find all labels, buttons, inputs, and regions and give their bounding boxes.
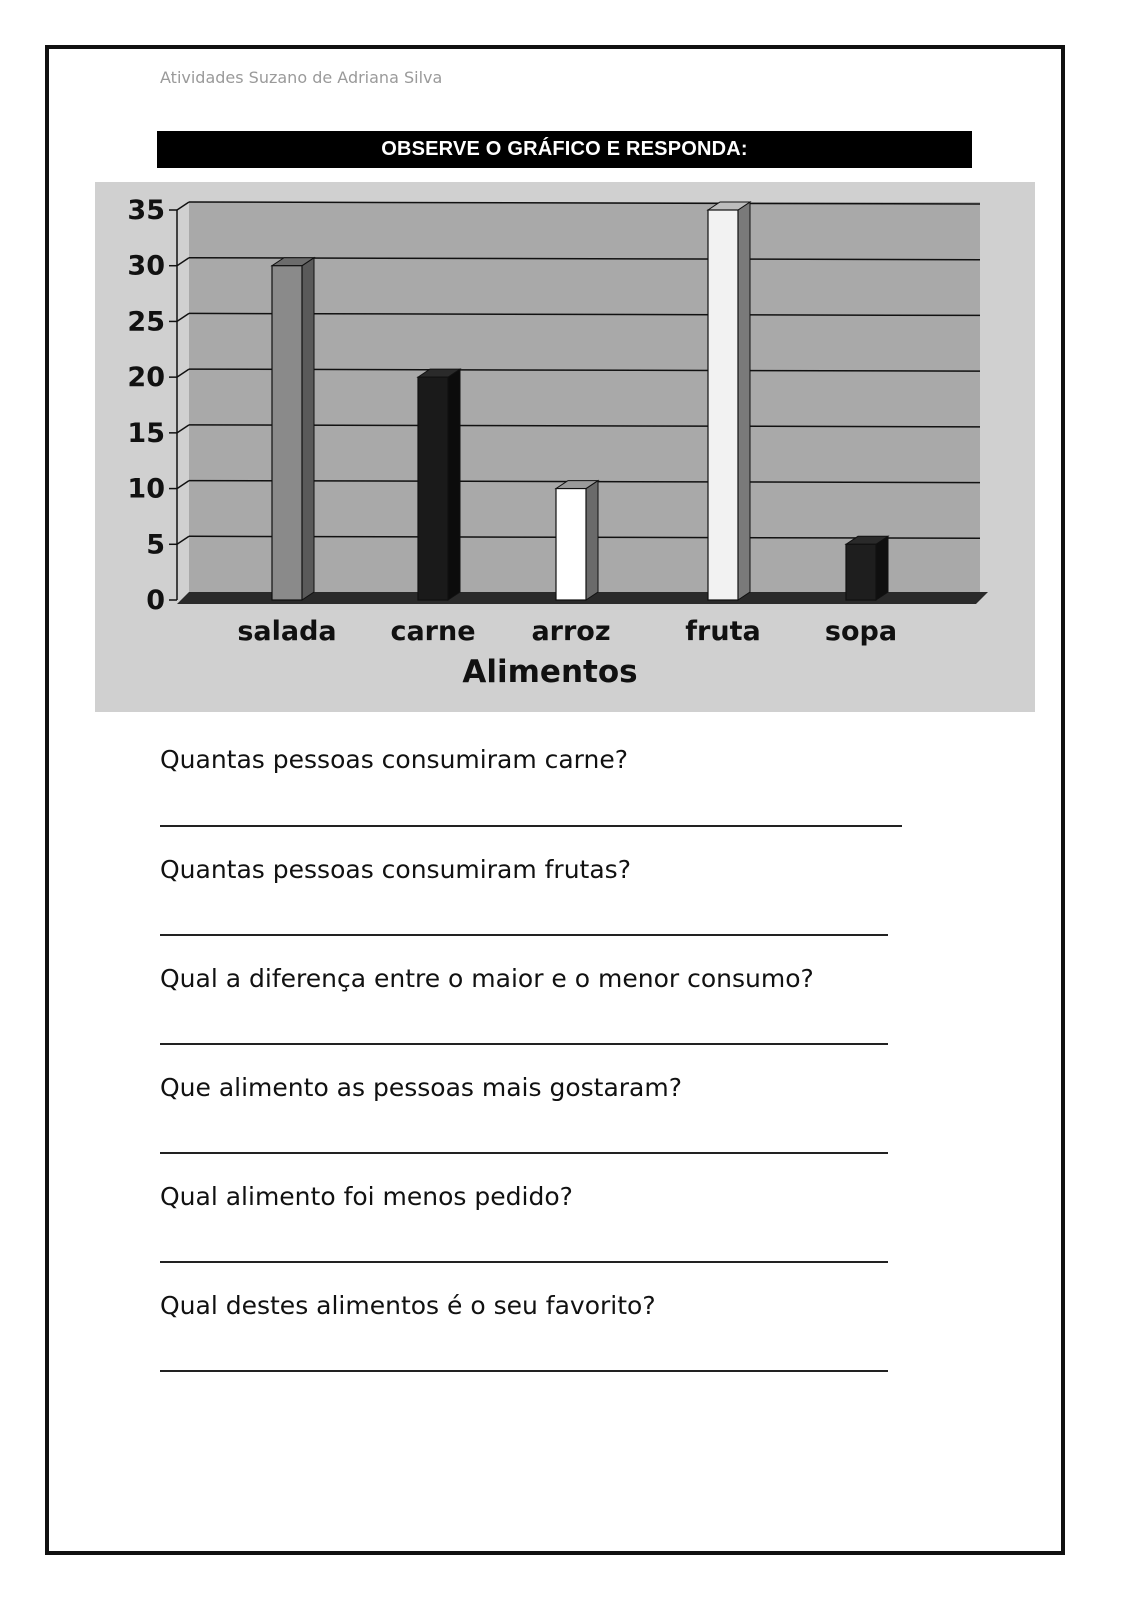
- bar-carne: [418, 377, 448, 600]
- question-3: Qual a diferença entre o maior e o menor consumo?: [160, 964, 814, 993]
- grid-line-diagonal: [177, 369, 189, 377]
- x-category-label: sopa: [824, 616, 898, 647]
- answer-line-6[interactable]: [160, 1370, 888, 1372]
- y-tick-label: 35: [127, 195, 165, 226]
- answer-line-2[interactable]: [160, 934, 888, 936]
- bar-sopa: [846, 544, 876, 600]
- bar-side-salada: [302, 258, 314, 600]
- instruction-banner: OBSERVE O GRÁFICO E RESPONDA:: [157, 131, 972, 168]
- grid-line-diagonal: [177, 313, 189, 321]
- grid-line-diagonal: [177, 425, 189, 433]
- bar-salada: [272, 266, 302, 600]
- x-category-label: carne: [390, 616, 476, 647]
- answer-line-4[interactable]: [160, 1152, 888, 1154]
- header-credit: Atividades Suzano de Adriana Silva: [160, 68, 443, 87]
- bar-side-arroz: [586, 481, 598, 600]
- grid-line-diagonal: [177, 536, 189, 544]
- y-tick-label: 30: [127, 250, 165, 282]
- question-2: Quantas pessoas consumiram frutas?: [160, 855, 631, 884]
- grid-line-diagonal: [177, 202, 189, 210]
- bar-fruta: [708, 210, 738, 600]
- y-tick-label: 20: [127, 362, 165, 394]
- grid-line-diagonal: [177, 258, 189, 266]
- y-tick-label: 10: [127, 473, 165, 505]
- x-axis-title: Alimentos: [462, 654, 638, 690]
- bar-side-fruta: [738, 202, 750, 600]
- bar-chart: [95, 182, 1035, 712]
- x-category-label: fruta: [685, 616, 761, 647]
- bar-side-sopa: [876, 536, 888, 600]
- grid-line-diagonal: [177, 481, 189, 489]
- y-tick-label: 5: [146, 529, 165, 561]
- y-tick-label: 0: [146, 585, 165, 616]
- y-tick-label: 15: [127, 417, 165, 449]
- bar-side-carne: [448, 369, 460, 600]
- question-1: Quantas pessoas consumiram carne?: [160, 745, 629, 774]
- answer-line-5[interactable]: [160, 1261, 888, 1263]
- answer-line-3[interactable]: [160, 1043, 888, 1045]
- question-4: Que alimento as pessoas mais gostaram?: [160, 1073, 682, 1102]
- y-tick-label: 25: [127, 306, 165, 338]
- question-5: Qual alimento foi menos pedido?: [160, 1182, 573, 1211]
- bar-arroz: [556, 489, 586, 600]
- x-category-label: salada: [237, 616, 337, 647]
- question-6: Qual destes alimentos é o seu favorito?: [160, 1291, 656, 1320]
- answer-line-1[interactable]: [160, 825, 902, 827]
- x-category-label: arroz: [531, 616, 611, 647]
- bar-chart-svg: [95, 182, 1035, 712]
